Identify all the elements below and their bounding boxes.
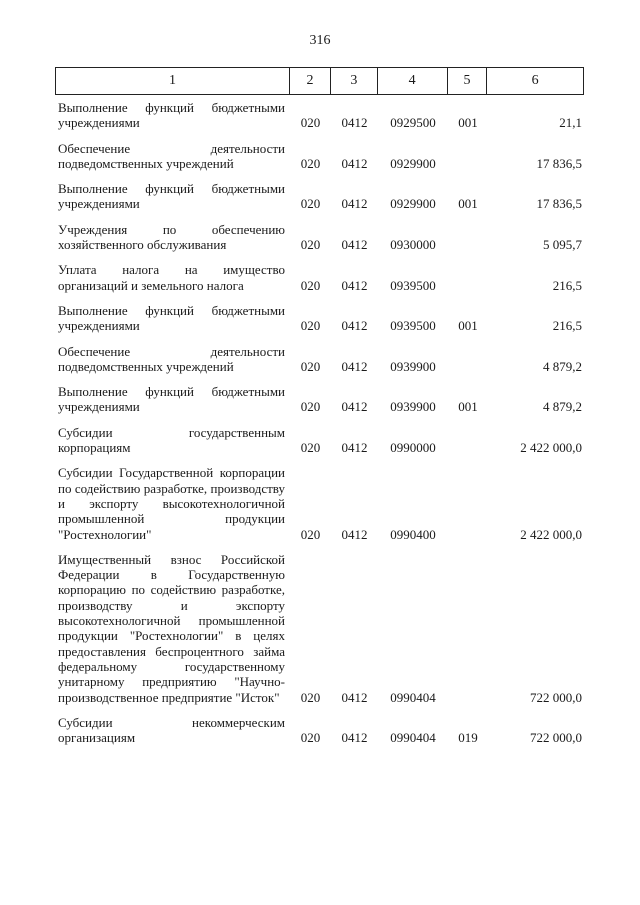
row-name: Выполнение функций бюджетными учреждениями	[58, 100, 285, 131]
page-number: 316	[309, 33, 331, 48]
row-amount: 2 422 000,0	[520, 526, 582, 542]
row-col-3: 0412	[341, 237, 368, 253]
row-amount: 722 000,0	[530, 689, 582, 705]
row-col-4: 0939500	[390, 318, 436, 334]
row-col-2: 020	[300, 155, 321, 171]
header-col-1: 1	[56, 68, 290, 94]
header-col-6: 6	[531, 73, 539, 88]
row-amount: 21,1	[559, 115, 582, 131]
row-amount: 4 879,2	[543, 358, 582, 374]
row-col-2: 020	[300, 277, 321, 293]
row-amount: 5 095,7	[543, 237, 582, 253]
row-col-5: 001	[458, 196, 478, 212]
row-col-3: 0412	[341, 318, 368, 334]
row-name: Субсидии государственным корпорациям	[58, 424, 285, 456]
row-col-2: 020	[300, 526, 321, 542]
row-col-4: 0990404	[390, 730, 436, 746]
table-row	[55, 181, 584, 212]
table-row	[55, 715, 584, 746]
row-name: Обеспечение деятельности подведомственных учреждений	[58, 140, 285, 171]
row-col-4: 0929900	[390, 155, 436, 171]
row-col-5: 001	[458, 115, 478, 131]
table-row	[55, 384, 584, 415]
row-name: Обеспечение деятельности подведомственных учреждений	[58, 343, 285, 374]
row-col-3: 0412	[341, 730, 368, 746]
row-col-4: 0939900	[390, 399, 436, 415]
row-col-2: 020	[300, 689, 321, 705]
row-col-3: 0412	[341, 196, 368, 212]
row-amount: 17 836,5	[536, 196, 582, 212]
row-col-4: 0990000	[390, 440, 436, 456]
row-amount: 216,5	[552, 318, 582, 334]
row-col-3: 0412	[341, 277, 368, 293]
row-col-5: 001	[458, 399, 478, 415]
row-col-4: 0929500	[390, 115, 436, 131]
row-name: Выполнение функций бюджетными учреждениями	[58, 384, 285, 415]
row-amount: 722 000,0	[530, 730, 582, 746]
table-body	[55, 100, 584, 755]
row-col-3: 0412	[341, 440, 368, 456]
row-col-2: 020	[300, 399, 321, 415]
row-amount: 17 836,5	[536, 155, 582, 171]
row-col-3: 0412	[341, 115, 368, 131]
table-row	[55, 344, 584, 375]
row-amount: 216,5	[552, 277, 582, 293]
table-row	[55, 552, 584, 705]
row-name: Выполнение функций бюджетными учреждениями	[58, 181, 285, 212]
row-col-2: 020	[300, 115, 321, 131]
row-amount: 2 422 000,0	[520, 440, 582, 456]
header-col-5: 5	[448, 68, 488, 94]
table-row	[55, 262, 584, 293]
row-col-4: 0939900	[390, 358, 436, 374]
row-col-3: 0412	[341, 399, 368, 415]
table-row	[55, 303, 584, 334]
row-name: Учреждения по обеспечению хозяйственного обслуживания	[58, 221, 285, 253]
row-name: Субсидии Государственной корпорации по содействию разработке, производству и экспорту высокотехнологичной промышленной продукции "Ростехнологии"	[58, 465, 285, 542]
row-col-4: 0929900	[390, 196, 436, 212]
header-col-3: 3	[331, 68, 378, 94]
row-col-5: 019	[458, 730, 478, 746]
row-col-2: 020	[300, 196, 321, 212]
table-row	[55, 100, 584, 131]
row-col-4: 0990400	[390, 526, 436, 542]
row-col-3: 0412	[341, 358, 368, 374]
row-name: Выполнение функций бюджетными учреждениями	[58, 302, 285, 334]
table-row	[55, 425, 584, 456]
row-col-5: 001	[458, 318, 478, 334]
row-col-2: 020	[300, 358, 321, 374]
table-row	[55, 222, 584, 253]
table-header	[55, 67, 584, 95]
table-row	[55, 141, 584, 172]
row-col-3: 0412	[341, 155, 368, 171]
row-col-3: 0412	[341, 526, 368, 542]
row-col-2: 020	[300, 730, 321, 746]
row-col-2: 020	[300, 440, 321, 456]
header-col-2: 2	[290, 68, 331, 94]
row-col-4: 0939500	[390, 277, 436, 293]
row-col-4: 0930000	[390, 237, 436, 253]
row-col-2: 020	[300, 237, 321, 253]
header-col-4: 4	[378, 68, 448, 94]
row-amount: 4 879,2	[543, 399, 582, 415]
row-name: Уплата налога на имущество организаций и земельного налога	[58, 262, 285, 293]
row-col-3: 0412	[341, 689, 368, 705]
table-row	[55, 465, 584, 541]
row-name: Субсидии некоммерческим организациям	[58, 714, 285, 746]
row-col-2: 020	[300, 318, 321, 334]
row-name: Имущественный взнос Российской Федерации в Государственную корпорацию по содействию разработке, производству и экспорту высокотехнологичной промышленной продукции "Ростехнологии" в целях предоставления беспроцентного займа федеральному государственному унитарному предприятию "Научно-производственное предприятие "Исток"	[58, 551, 285, 705]
row-col-4: 0990404	[390, 689, 436, 705]
